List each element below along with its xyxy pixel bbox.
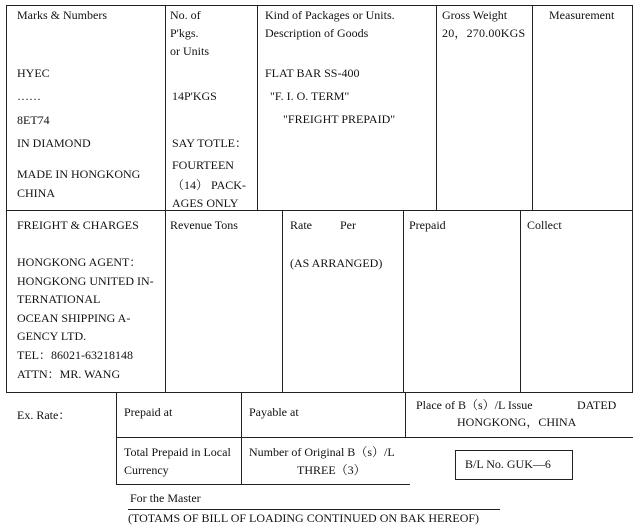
prepaid-header: Prepaid [409, 218, 446, 232]
no-line-3: FOURTEEN [172, 158, 234, 172]
number-original-value: THREE（3） [297, 463, 366, 477]
bl-number: B/L No. GUK—6 [465, 457, 551, 471]
rate-header: Rate [290, 218, 312, 232]
divider-payable-place [405, 392, 406, 437]
footer-note: (TOTAMS OF BILL OF LOADING CONTINUED ON BAK HEREOF) [128, 511, 480, 525]
kind-header-2: Description of Goods [265, 26, 369, 40]
kind-line-2: "F. I. O. TERM" [270, 89, 350, 103]
divider-mid-bottom [6, 392, 633, 393]
place-issue-value: HONGKONG，CHINA [457, 415, 577, 429]
no-header-1: No. of [170, 8, 201, 22]
agent-line-2: HONGKONG UNITED IN- [17, 274, 154, 288]
divider-revenue-rate [282, 210, 283, 392]
divider-bottom-close [116, 484, 410, 485]
divider-marks-no [165, 5, 166, 392]
divider-exrate-prepaid [116, 392, 117, 485]
marks-line-4: IN DIAMOND [17, 136, 91, 150]
measurement-header: Measurement [549, 8, 615, 22]
marks-line-6: CHINA [17, 186, 55, 200]
divider-top-mid [6, 210, 633, 211]
total-prepaid-line-1: Total Prepaid in Local [124, 445, 231, 459]
no-line-2: SAY TOTLE： [172, 136, 248, 150]
divider-kind-gross [436, 5, 437, 210]
payable-at-label: Payable at [249, 405, 299, 419]
agent-line-1: HONGKONG AGENT： [17, 255, 142, 269]
divider-no-kind [257, 5, 258, 210]
gross-header: Gross Weight [442, 8, 508, 22]
prepaid-at-label: Prepaid at [124, 405, 173, 419]
marks-line-5: MADE IN HONGKONG [17, 167, 141, 181]
marks-line-2: …… [17, 89, 41, 103]
divider-prepaid-collect [520, 210, 521, 392]
gross-value: 20，270.00KGS [442, 26, 526, 40]
place-issue-label: Place of B（s）/L Issue [416, 398, 533, 412]
revenue-header: Revenue Tons [170, 218, 238, 232]
no-header-2: P'kgs. [170, 26, 199, 40]
per-header: Per [340, 218, 356, 232]
no-line-1: 14P'KGS [172, 89, 217, 103]
total-prepaid-line-2: Currency [124, 463, 169, 477]
marks-line-3: 8ET74 [17, 113, 50, 127]
marks-line-1: HYEC [17, 66, 50, 80]
kind-line-1: FLAT BAR SS-400 [265, 66, 360, 80]
border-left [6, 5, 7, 392]
rate-value: (AS ARRANGED) [290, 256, 383, 270]
ex-rate-label: Ex. Rate： [17, 408, 71, 422]
agent-line-4: OCEAN SHIPPING A- [17, 311, 131, 325]
border-top [6, 5, 633, 6]
divider-rate-prepaid [403, 210, 404, 392]
divider-bottom-row [116, 437, 633, 438]
no-header-3: or Units [170, 44, 209, 58]
freight-header: FREIGHT & CHARGES [17, 218, 139, 232]
divider-gross-measure [532, 5, 533, 210]
marks-header: Marks & Numbers [17, 8, 107, 22]
dated-label: DATED [577, 398, 617, 412]
number-original-label: Number of Original B（s）/L [249, 445, 395, 459]
no-line-4: （14） PACK- [172, 178, 246, 192]
kind-line-3: "FREIGHT PREPAID" [283, 112, 396, 126]
agent-line-7: ATTN：MR. WANG [17, 367, 121, 381]
for-master-label: For the Master [130, 491, 201, 505]
agent-line-6: TEL：86021-63218148 [17, 348, 133, 362]
collect-header: Collect [527, 218, 562, 232]
border-right [632, 5, 633, 392]
kind-header-1: Kind of Packages or Units. [265, 8, 395, 22]
agent-line-5: GENCY LTD. [17, 329, 87, 343]
divider-prepaid-payable [241, 392, 242, 485]
agent-line-3: TERNATIONAL [17, 292, 101, 306]
no-line-5: AGES ONLY [172, 196, 239, 210]
